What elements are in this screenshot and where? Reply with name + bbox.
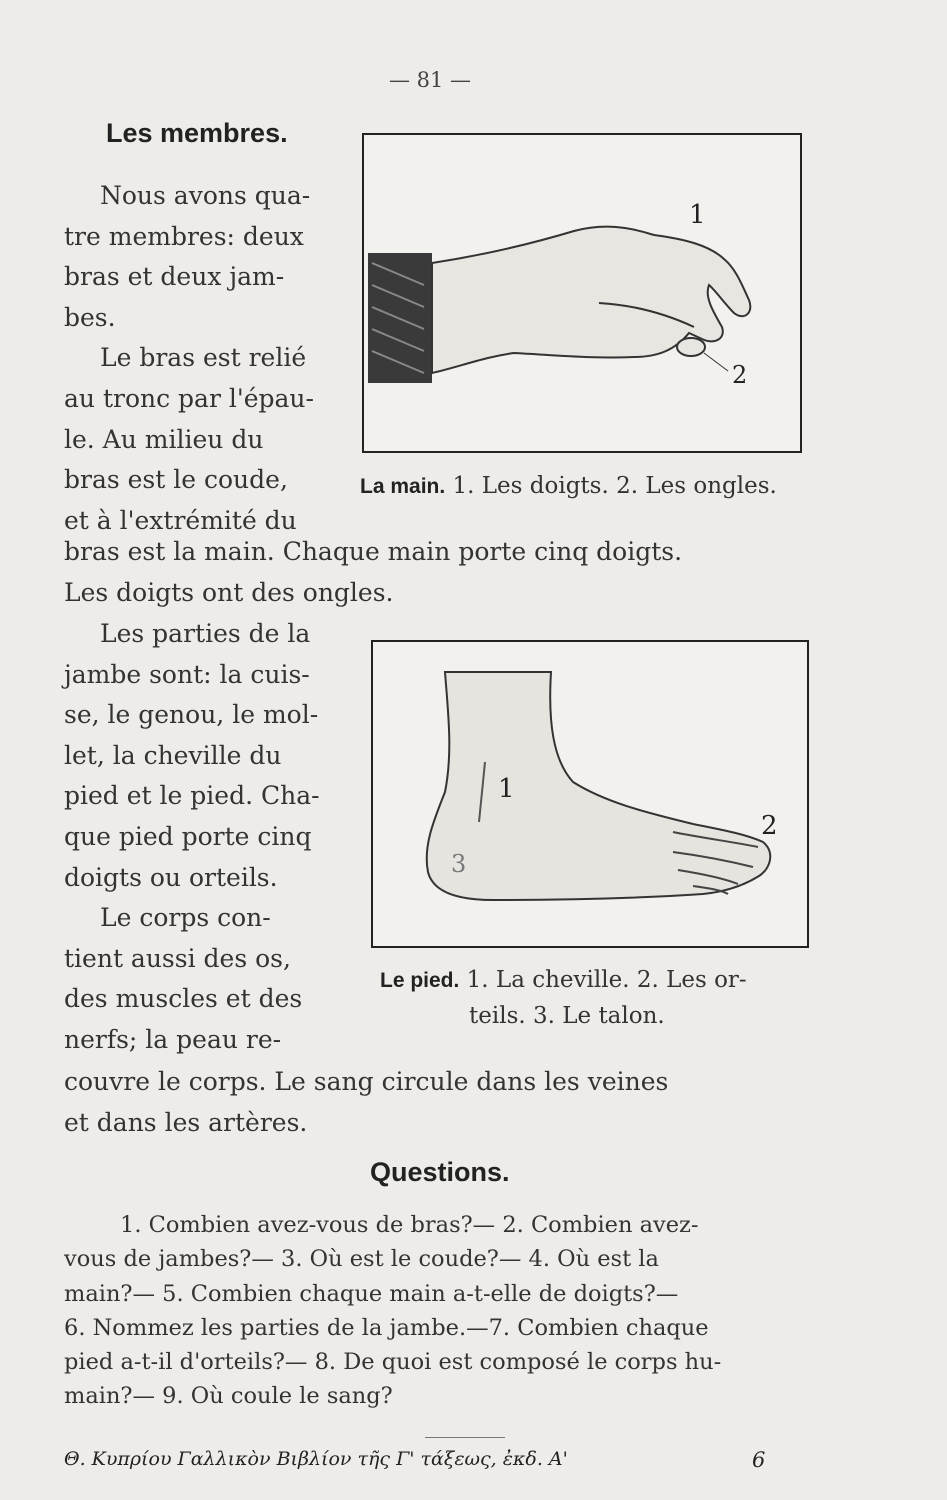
text-line: bras est la main. Chaque main porte cinq doigts. bbox=[64, 537, 683, 566]
caption-text: 1. La cheville. 2. Les or- bbox=[466, 967, 747, 993]
text-line: tre membres: deux bbox=[64, 221, 304, 251]
text-line: Le corps con- bbox=[100, 903, 271, 933]
label-heel: 3 bbox=[451, 850, 467, 878]
caption-title: La main. bbox=[360, 475, 446, 498]
caption-text: 1. Les doigts. 2. Les ongles. bbox=[452, 473, 777, 499]
question-line: pied a-t-il d'orteils?— 8. De quoi est composé le corps hu- bbox=[64, 1349, 722, 1376]
figure-foot bbox=[371, 640, 809, 948]
section-title: Les membres. bbox=[106, 118, 288, 148]
question-line: 6. Nommez les parties de la jambe.—7. Combien chaque bbox=[64, 1314, 709, 1341]
text-line: au tronc par l'épau- bbox=[64, 383, 314, 413]
label-nails: 2 bbox=[732, 361, 748, 389]
text-line: Les parties de la bbox=[100, 619, 311, 648]
text-line: bes. bbox=[64, 302, 116, 332]
paragraph-members bbox=[64, 176, 336, 541]
question-line: vous de jambes?— 3. Où est le coude?— 4. Où est la bbox=[64, 1246, 659, 1273]
questions-list bbox=[64, 1208, 816, 1414]
footer-signature: 6 bbox=[752, 1448, 766, 1472]
text-line: et dans les artères. bbox=[64, 1107, 308, 1137]
caption-foot-line2: teils. 3. Le talon. bbox=[469, 1003, 665, 1029]
text-line: Nous avons qua- bbox=[100, 181, 311, 210]
questions-title: Questions. bbox=[370, 1157, 510, 1187]
text-line: et à l'extrémité du bbox=[64, 505, 297, 535]
question-line: 1. Combien avez-vous de bras?— 2. Combien avez- bbox=[120, 1212, 699, 1238]
foot-illustration bbox=[373, 642, 807, 946]
question-line: main?— 5. Combien chaque main a-t-elle de doigts?— bbox=[64, 1280, 679, 1307]
caption-foot bbox=[380, 967, 747, 993]
text-line: Le bras est relié bbox=[100, 343, 307, 373]
text-line: let, la cheville du bbox=[64, 740, 282, 770]
text-line: jambe sont: la cuis- bbox=[64, 659, 310, 689]
text-line: tient aussi des os, bbox=[64, 943, 291, 973]
text-line: le. Au milieu du bbox=[64, 424, 264, 454]
text-line: bras et deux jam- bbox=[64, 262, 285, 292]
page-number: — 81 — bbox=[388, 68, 472, 92]
text-line: nerfs; la peau re- bbox=[64, 1024, 282, 1054]
text-line: couvre le corps. Le sang circule dans les veines bbox=[64, 1067, 669, 1096]
text-line: bras est le coude, bbox=[64, 465, 288, 495]
text-line: se, le genou, le mol- bbox=[64, 700, 319, 730]
text-line: que pied porte cinq bbox=[64, 821, 312, 851]
label-toes: 2 bbox=[761, 811, 778, 841]
text-line: Les doigts ont des ongles. bbox=[64, 577, 394, 607]
paragraph-leg bbox=[64, 614, 336, 1061]
paragraph-blood bbox=[64, 1062, 816, 1143]
question-line: main?— 9. Où coule le sang? bbox=[64, 1383, 393, 1410]
footer-text: Θ. Κυπρίου Γαλλικὸν Βιβλίον τῆς Γ' τάξεως, ἐκδ. Α' bbox=[64, 1448, 568, 1470]
label-ankle: 1 bbox=[498, 774, 515, 804]
figure-hand bbox=[362, 133, 802, 453]
text-line: des muscles et des bbox=[64, 984, 303, 1014]
caption-title: Le pied. bbox=[380, 969, 460, 992]
label-fingers: 1 bbox=[689, 200, 706, 230]
text-line: doigts ou orteils. bbox=[64, 862, 278, 892]
text-line: pied et le pied. Cha- bbox=[64, 781, 320, 811]
hand-illustration bbox=[364, 135, 800, 451]
caption-hand bbox=[360, 473, 777, 499]
paragraph-fingers bbox=[64, 532, 816, 613]
leader-line bbox=[704, 353, 728, 371]
foot-outline bbox=[427, 672, 771, 900]
fingernail bbox=[677, 338, 705, 356]
footer-rule bbox=[425, 1437, 505, 1438]
